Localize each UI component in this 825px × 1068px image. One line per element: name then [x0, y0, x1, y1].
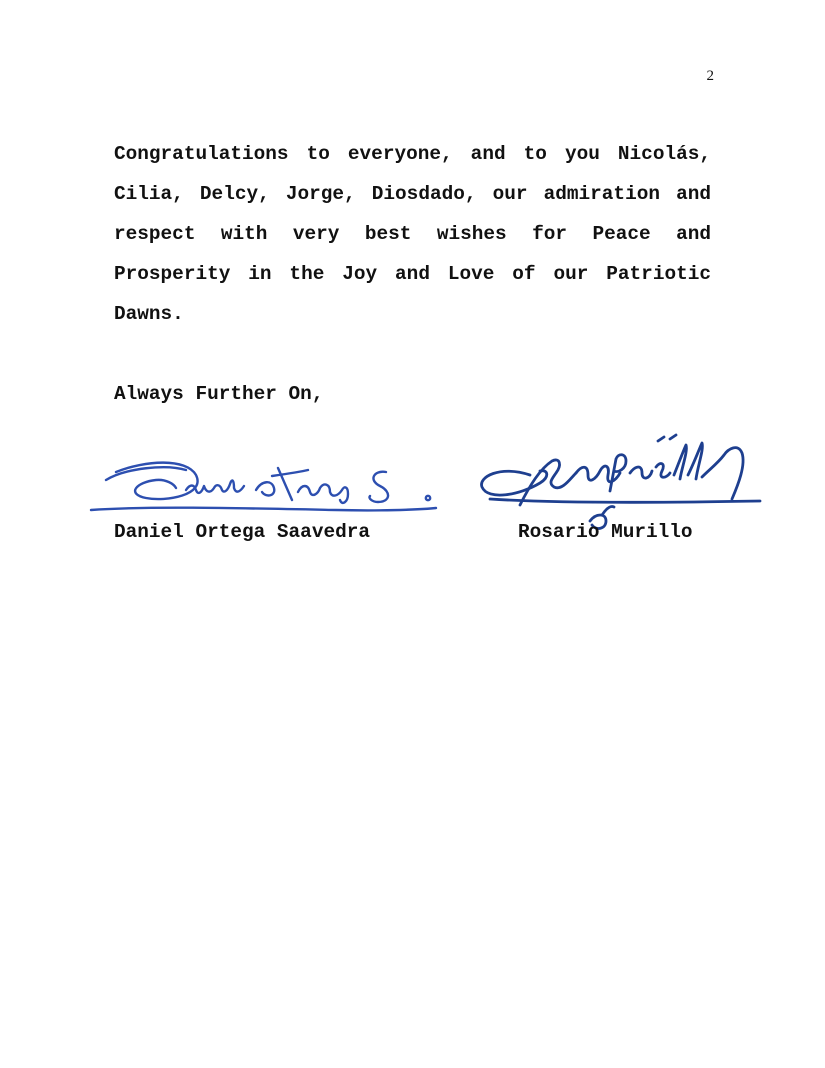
page-number: 2 [706, 68, 714, 84]
closing-line: Always Further On, [114, 383, 324, 405]
signer-name-daniel-ortega: Daniel Ortega Saavedra [114, 521, 370, 543]
signer-name-rosario-murillo: Rosario Murillo [518, 521, 693, 543]
letter-paragraph: Congratulations to everyone, and to you Nicolás, Cilia, Delcy, Jorge, Diosdado, our admiration and respect with very best wishes for Peace and Prosperity in the Joy and Love of our Patriotic Dawns. [114, 143, 711, 325]
